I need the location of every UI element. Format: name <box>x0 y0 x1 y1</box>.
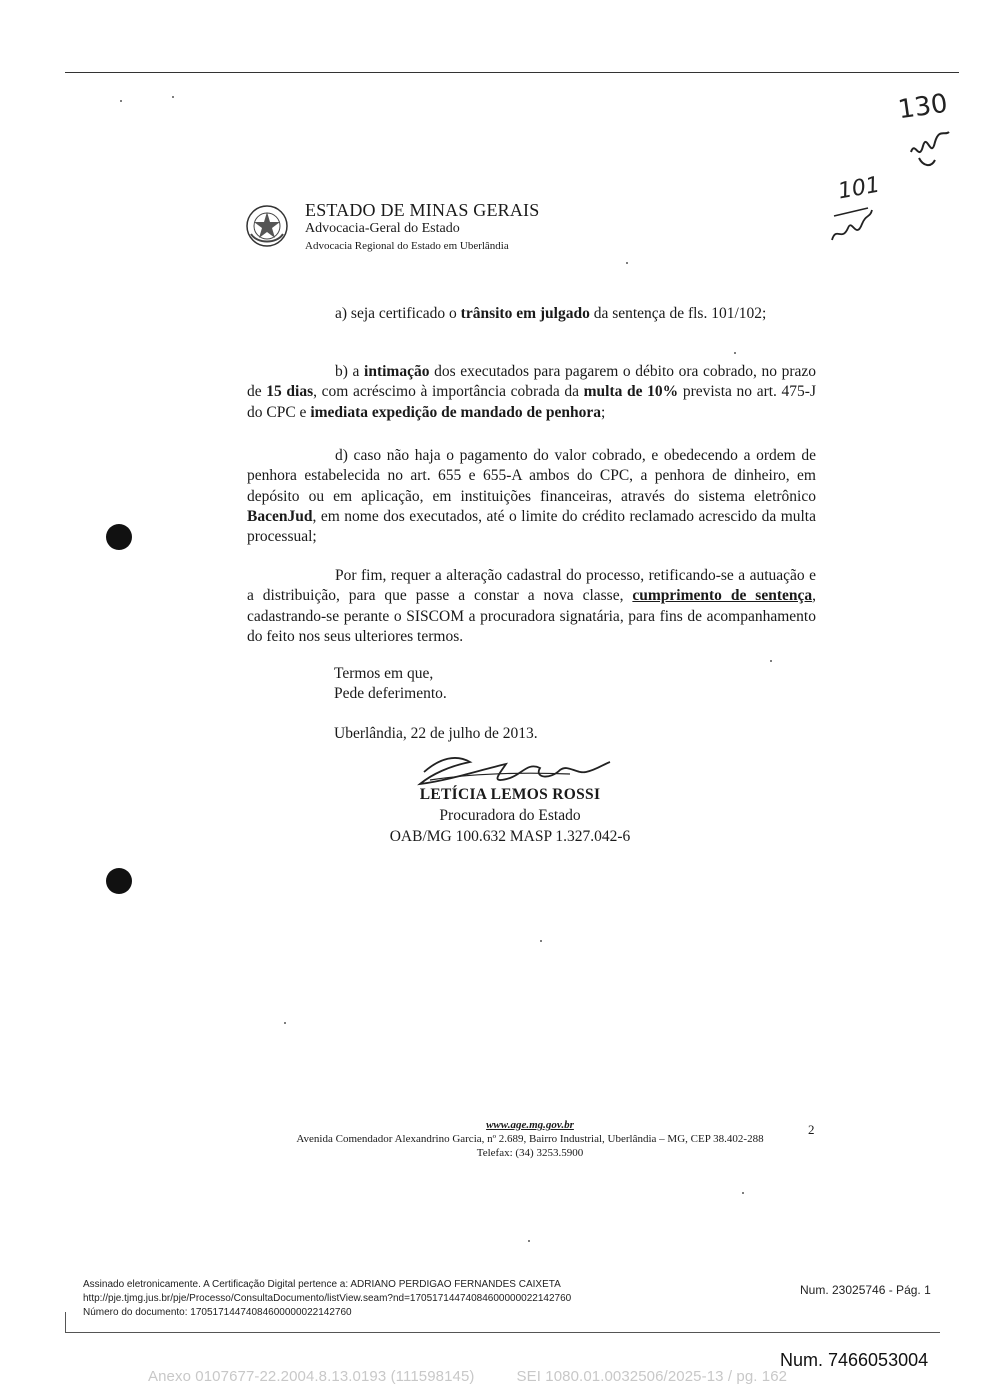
footer-address: Avenida Comendador Alexandrino Garcia, nº 2.689, Bairro Industrial, Uberlândia – MG, CEP 38.402-288 <box>296 1133 764 1145</box>
punch-hole-upper <box>106 524 132 550</box>
bottom-rule-corner <box>65 1312 66 1332</box>
request-item-b: b) a intimação dos executados para pagarem o débito ora cobrado, no prazo de 15 dias, com acréscimo à importância cobrada da multa de 10% prevista no art. 475-J do CPC e imediata expedição de mandado de penhora; <box>247 363 816 421</box>
stamp-num-page: Num. 23025746 - Pág. 1 <box>800 1283 931 1297</box>
punch-hole-lower <box>106 868 132 894</box>
scan-speck <box>172 96 174 98</box>
closing-line-1: Termos em que, <box>334 665 434 682</box>
final-request-paragraph: Por fim, requer a alteração cadastral do processo, retificando-se a autuação e a distribuição, para que passe a constar a nova classe, cumprimento de sentença, cadastrando-se perante o SISCOM a procuradora signatária, para fins de acompanhamento do feito nos seus ulteriores termos. <box>247 567 816 645</box>
folio-number-side: 101 <box>836 172 882 205</box>
annex-sei: SEI 1080.01.0032506/2025-13 / pg. 162 <box>516 1368 788 1385</box>
header-subtitle: Advocacia-Geral do Estado <box>305 221 460 236</box>
signer-role: Procuradora do Estado <box>439 807 581 824</box>
stamp-certification: Assinado eletronicamente. A Certificação Digital pertence a: ADRIANO PERDIGAO FERNANDES CAIXETA <box>83 1279 561 1290</box>
signature-block <box>380 784 640 847</box>
header-title: ESTADO DE MINAS GERAIS <box>305 200 540 220</box>
rubric-mark-top <box>905 122 955 170</box>
folio-number-top: 130 <box>896 88 950 126</box>
footer-phone: Telefax: (34) 3253.5900 <box>476 1147 584 1159</box>
electronic-signature-stamp <box>83 1278 571 1320</box>
scan-speck <box>734 352 736 354</box>
page-number: 2 <box>808 1122 815 1137</box>
annex-process: Anexo 0107677-22.2004.8.13.0193 (111598145) <box>148 1368 475 1385</box>
rubric-mark-side <box>826 196 876 246</box>
request-item-a: a) seja certificado o trânsito em julgado da sentença de fls. 101/102; <box>335 305 767 322</box>
state-coat-of-arms-icon <box>245 204 289 248</box>
annex-reference <box>148 1368 787 1385</box>
footer-url: www.age.mg.gov.br <box>486 1119 574 1131</box>
scan-speck <box>284 1022 286 1024</box>
scan-speck <box>120 100 122 102</box>
signer-registration: OAB/MG 100.632 MASP 1.327.042-6 <box>389 828 631 845</box>
closing-line-2: Pede deferimento. <box>334 685 447 702</box>
date-line: Uberlândia, 22 de julho de 2013. <box>334 725 538 742</box>
letterhead-footer <box>240 1118 820 1160</box>
scan-speck <box>528 1240 530 1242</box>
scan-speck <box>770 660 772 662</box>
header-regional: Advocacia Regional do Estado em Uberlândia <box>305 240 509 252</box>
request-item-d: d) caso não haja o pagamento do valor cobrado, e obedecendo a ordem de penhora estabelecida no art. 655 e 655-A ambos do CPC, a penhora de dinheiro, em depósito ou em aplicação, em instituições financeiras, através do sistema eletrônico BacenJud, em nome dos executados, até o limite do crédito reclamado acrescido da multa processual; <box>247 447 816 546</box>
scan-speck <box>540 940 542 942</box>
scan-speck <box>742 1192 744 1194</box>
scan-speck <box>626 262 628 264</box>
stamp-url: http://pje.tjmg.jus.br/pje/Processo/ConsultaDocumento/listView.seam?nd=17051714474084600000022142760 <box>83 1293 572 1304</box>
signer-name: LETÍCIA LEMOS ROSSI <box>419 786 601 803</box>
stamp-document-number: Número do documento: 17051714474084600000022142760 <box>83 1307 352 1318</box>
document-num: Num. 7466053004 <box>780 1350 929 1370</box>
top-rule <box>65 72 959 73</box>
bottom-rule <box>65 1332 940 1333</box>
